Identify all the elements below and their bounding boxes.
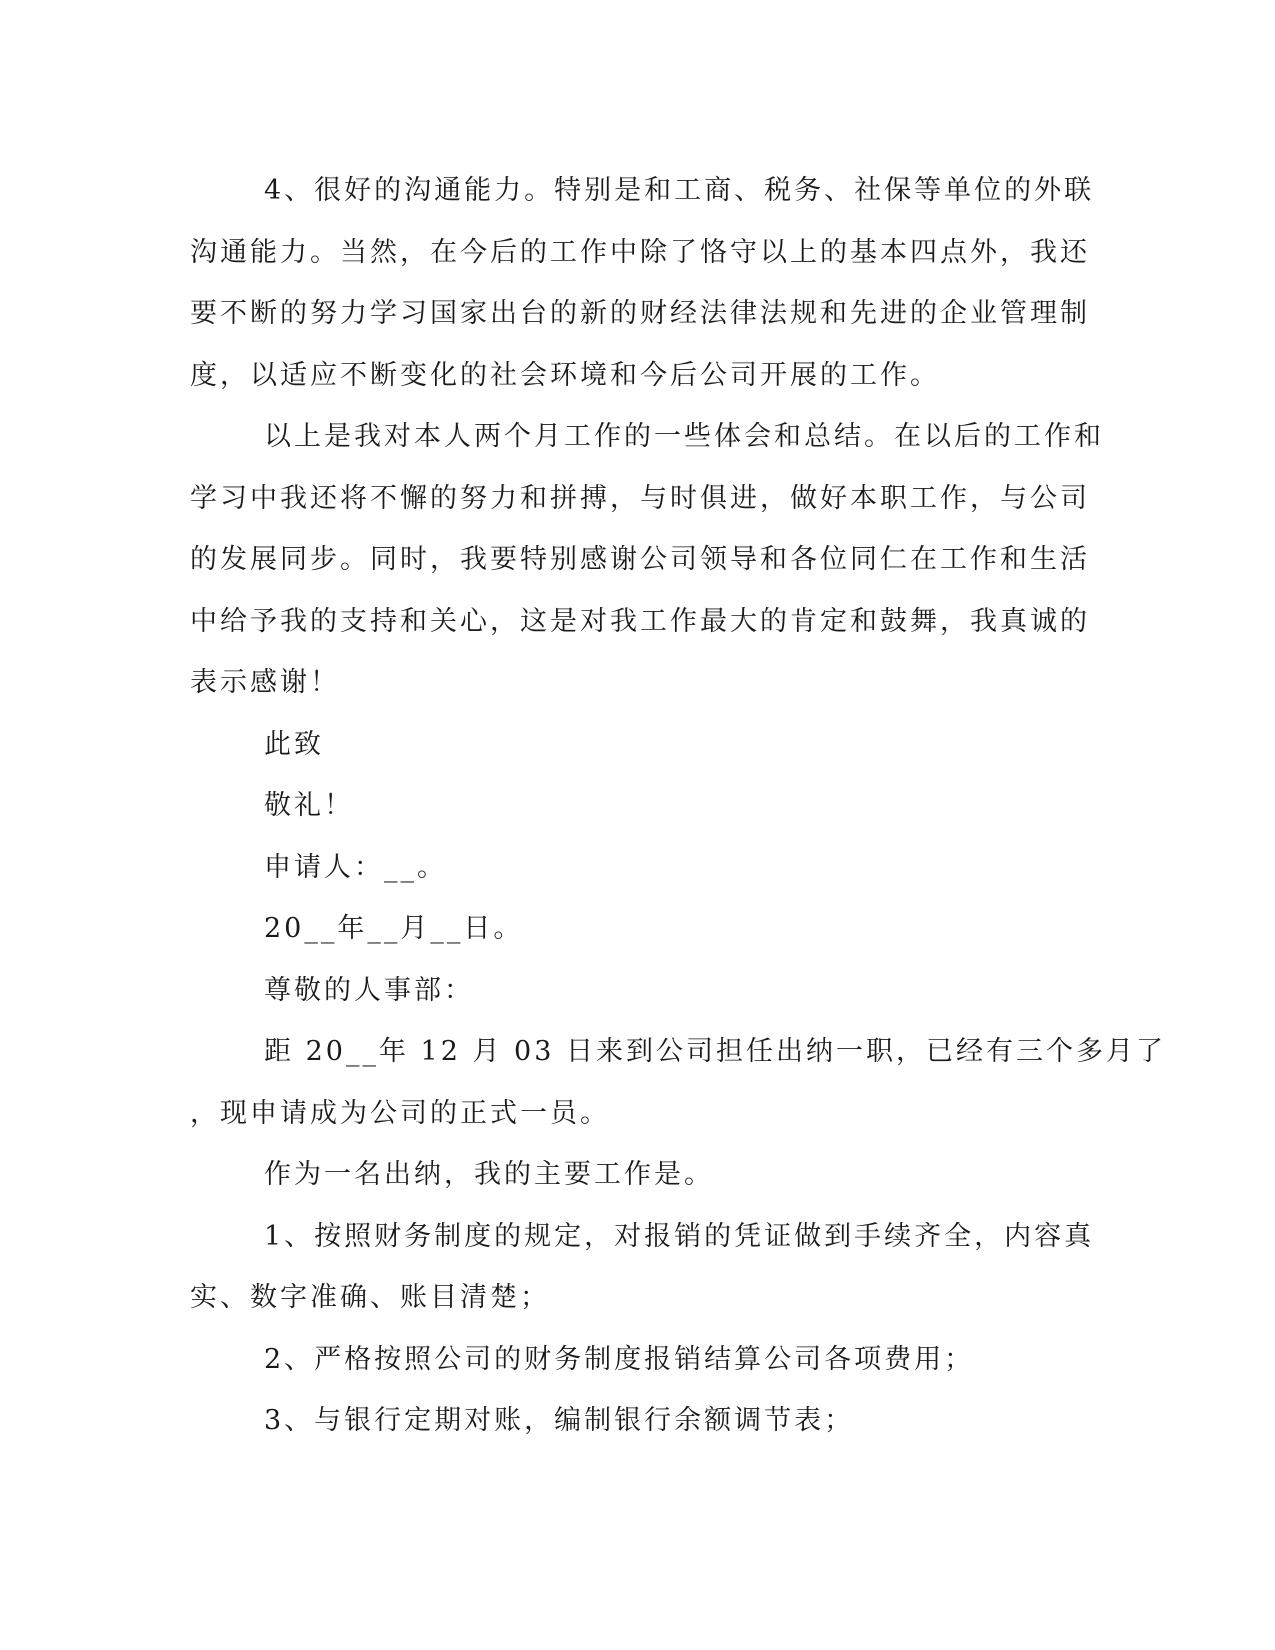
greeting-line: 尊敬的人事部：: [264, 974, 474, 1006]
text-line: 中给予我的支持和关心，这是对我工作最大的肯定和鼓舞，我真诚的: [190, 605, 1090, 637]
text-line: 实、数字准确、账目清楚；: [190, 1282, 550, 1313]
text-line: 要不断的努力学习国家出台的新的财经法律法规和先进的企业管理制: [190, 298, 1090, 329]
text-line: 距 20__年 12 月 03 日来到公司担任出纳一职，已经有三个多月了: [264, 1036, 1166, 1067]
list-item: 1、按照财务制度的规定，对报销的凭证做到手续齐全，内容真: [264, 1220, 1095, 1252]
text-line: 沟通能力。当然，在今后的工作中除了恪守以上的基本四点外，我还: [190, 236, 1090, 268]
text-line: 的发展同步。同时，我要特别感谢公司领导和各位同仁在工作和生活: [190, 544, 1090, 575]
list-item: 2、严格按照公司的财务制度报销结算公司各项费用；: [264, 1343, 975, 1375]
date-line: 20__年__月__日。: [264, 913, 524, 944]
text-line: 以上是我对本人两个月工作的一些体会和总结。在以后的工作和: [264, 421, 1104, 452]
text-line: 表示感谢！: [190, 667, 340, 698]
text-line: 度，以适应不断变化的社会环境和今后公司开展的工作。: [190, 359, 940, 391]
applicant-line: 申请人：__。: [264, 851, 447, 883]
text-line: 学习中我还将不懈的努力和拼搏，与时俱进，做好本职工作，与公司: [190, 482, 1090, 514]
closing-salutation: 此致: [264, 728, 324, 760]
text-line: 4、很好的沟通能力。特别是和工商、税务、社保等单位的外联: [264, 175, 1095, 206]
closing-regards: 敬礼！: [264, 790, 354, 821]
list-item: 3、与银行定期对账，编制银行余额调节表；: [264, 1405, 855, 1436]
text-line: ，现申请成为公司的正式一员。: [190, 1097, 610, 1129]
document-body: [190, 160, 1166, 1452]
text-line: 作为一名出纳，我的主要工作是。: [264, 1159, 714, 1190]
